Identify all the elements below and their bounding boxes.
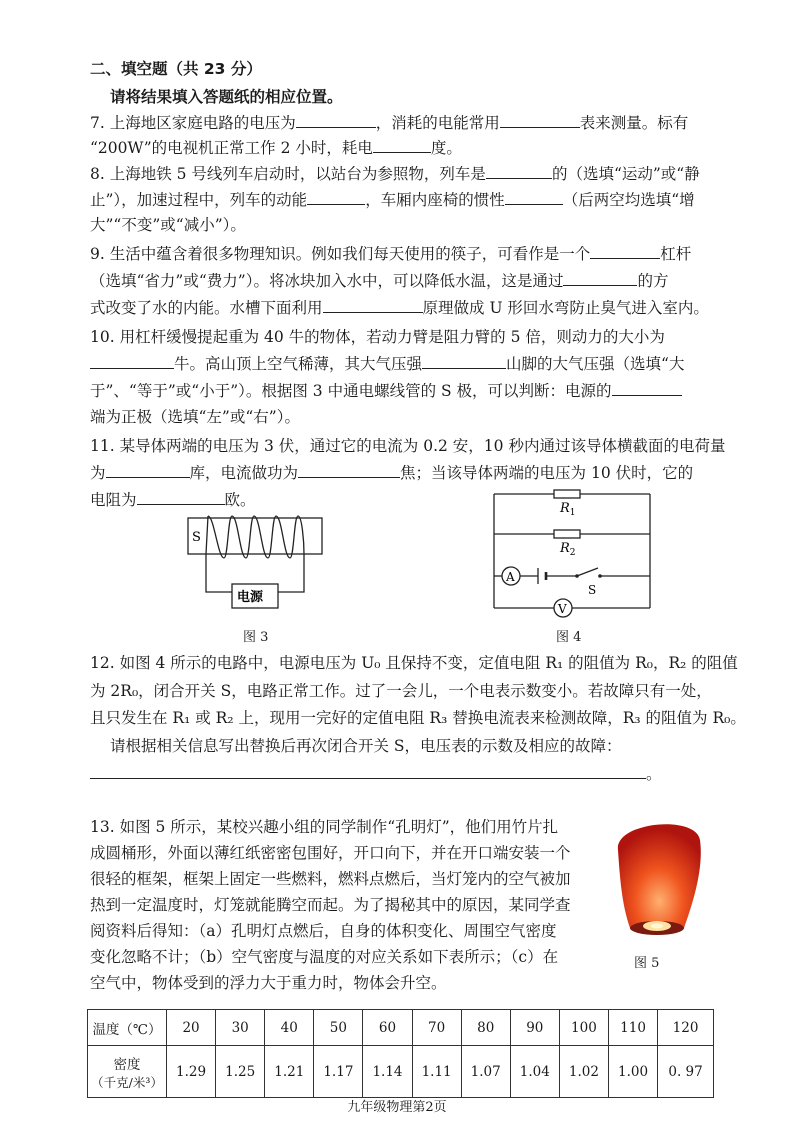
density-cell: 1.14 bbox=[363, 1046, 412, 1098]
ammeter-label: A bbox=[506, 570, 515, 584]
question-9-line-1: 9. 生活中蕴含着很多物理知识。例如我们每天使用的筷子，可看作是一个 杠杆 bbox=[90, 245, 692, 263]
temp-cell: 70 bbox=[412, 1010, 461, 1046]
question-12-line-4: 请根据相关信息写出替换后再次闭合开关 S，电压表的示数及相应的故障： bbox=[110, 737, 622, 755]
question-13-line-7: 空气中，物体受到的浮力大于重力时，物体会升空。 bbox=[90, 974, 447, 992]
lantern-body bbox=[618, 824, 701, 934]
voltmeter-label: V bbox=[558, 602, 567, 616]
answer-blank[interactable] bbox=[298, 462, 400, 478]
figure-3-caption: 图 3 bbox=[243, 630, 269, 645]
question-13-line-6: 变化忽略不计；（b）空气密度与温度的对应关系如下表所示；（c）在 bbox=[90, 948, 559, 966]
answer-blank[interactable] bbox=[563, 270, 637, 286]
temperature-row bbox=[88, 1010, 714, 1046]
r2-label: $R_2$ bbox=[560, 541, 576, 558]
power-source-label: 电源 bbox=[237, 590, 264, 605]
question-13-line-2: 成圆桶形，外面以薄红纸密密包围好，开口向下，并在开口端安装一个 bbox=[90, 844, 571, 862]
density-cell: 0. 97 bbox=[658, 1046, 714, 1098]
density-cell: 1.00 bbox=[608, 1046, 657, 1098]
density-cell: 1.17 bbox=[314, 1046, 363, 1098]
switch-label: S bbox=[588, 583, 597, 597]
temp-cell: 30 bbox=[216, 1010, 265, 1046]
density-header: 密度 （千克/米³） bbox=[88, 1046, 167, 1098]
question-9-line-3: 式改变了水的内能。水槽下面利用 原理做成 U 形回水弯防止臭气进入室内。 bbox=[90, 299, 709, 317]
question-11-line-2: 为 库，电流做功为 焦；当该导体两端的电压为 10 伏时，它的 bbox=[90, 464, 694, 482]
answer-blank[interactable] bbox=[505, 189, 563, 205]
answer-blank[interactable] bbox=[307, 189, 365, 205]
temp-cell: 40 bbox=[265, 1010, 314, 1046]
question-10-line-3: 于”、“等于”或“小于”）。根据图 3 中通电螺线管的 S 极，可以判断：电源的 bbox=[90, 380, 682, 402]
figure-4-caption: 图 4 bbox=[556, 630, 582, 645]
temp-cell: 110 bbox=[608, 1010, 657, 1046]
temp-cell: 60 bbox=[363, 1010, 412, 1046]
answer-blank[interactable] bbox=[106, 462, 190, 478]
question-8-line-2: 止”），加速过程中，列车的动能 ，车厢内座椅的惯性 （后两空均选填“增 bbox=[90, 191, 695, 209]
answer-blank[interactable] bbox=[422, 353, 506, 369]
density-cell: 1.07 bbox=[461, 1046, 510, 1098]
r1-label: $R_1$ bbox=[560, 501, 576, 518]
air-density-table bbox=[87, 1009, 714, 1098]
answer-blank[interactable] bbox=[323, 297, 423, 313]
temperature-header: 温度（℃） bbox=[88, 1010, 167, 1046]
question-12-line-3: 且只发生在 R₁ 或 R₂ 上，现用一完好的定值电阻 R₃ 替换电流表来检测故障，R₃ 的阻值为 R₀。 bbox=[90, 709, 746, 727]
question-12-line-1: 12. 如图 4 所示的电路中，电源电压为 U₀ 且保持不变，定值电阻 R₁ 的阻值为 R₀，R₂ 的阻值 bbox=[90, 654, 738, 672]
section-instruction: 请将结果填入答题纸的相应位置。 bbox=[110, 88, 343, 106]
density-row bbox=[88, 1046, 714, 1098]
density-cell: 1.04 bbox=[510, 1046, 559, 1098]
switch-icon bbox=[577, 568, 598, 576]
answer-blank[interactable] bbox=[296, 112, 376, 128]
temp-cell: 50 bbox=[314, 1010, 363, 1046]
question-13-line-1: 13. 如图 5 所示，某校兴趣小组的同学制作“孔明灯”，他们用竹片扎 bbox=[90, 818, 559, 836]
page-footer: 九年级物理第2页 bbox=[347, 1100, 447, 1115]
figure-4-circuit bbox=[488, 488, 658, 623]
question-10-line-1: 10. 用杠杆缓慢提起重为 40 牛的物体，若动力臂是阻力臂的 5 倍，则动力的大小为 bbox=[90, 328, 665, 346]
figure-3-solenoid-circuit bbox=[184, 512, 334, 612]
density-cell: 1.21 bbox=[265, 1046, 314, 1098]
temp-cell: 90 bbox=[510, 1010, 559, 1046]
answer-blank[interactable] bbox=[373, 137, 431, 153]
answer-blank[interactable] bbox=[90, 763, 646, 779]
question-11-line-1: 11. 某导体两端的电压为 3 伏，通过它的电流为 0.2 安，10 秒内通过该导体横截面的电荷量 bbox=[90, 437, 726, 455]
answer-blank[interactable] bbox=[612, 380, 682, 396]
figure-5-caption: 图 5 bbox=[634, 956, 660, 971]
section-title: 二、填空题（共 23 分） bbox=[90, 60, 262, 78]
density-cell: 1.25 bbox=[216, 1046, 265, 1098]
answer-blank[interactable] bbox=[137, 489, 225, 505]
question-12-line-2: 为 2R₀，闭合开关 S，电路正常工作。过了一会儿，一个电表示数变小。若故障只有一处， bbox=[90, 682, 712, 700]
resistor-r2 bbox=[554, 530, 580, 538]
question-10-line-4: 端为正极（选填“左”或“右”）。 bbox=[90, 408, 300, 426]
figure-5-sky-lantern bbox=[600, 810, 710, 950]
question-13-line-4: 热到一定温度时，灯笼就能腾空而起。为了揭秘其中的原因，某同学查 bbox=[90, 896, 571, 914]
question-8-line-1: 8. 上海地铁 5 号线列车启动时，以站台为参照物，列车是 的（选填“运动”或“静 bbox=[90, 165, 700, 183]
question-7-line-1: 7. 上海地区家庭电路的电压为 ，消耗的电能常用 表来测量。标有 bbox=[90, 114, 689, 132]
temp-cell: 80 bbox=[461, 1010, 510, 1046]
question-11-line-3: 电阻为 欧。 bbox=[90, 491, 256, 509]
answer-blank[interactable] bbox=[590, 243, 660, 259]
question-8-line-3: 大”“不变”或“减小”）。 bbox=[90, 216, 246, 234]
question-13-line-3: 很轻的框架，框架上固定一些燃料，燃料点燃后，当灯笼内的空气被加 bbox=[90, 870, 571, 888]
answer-blank[interactable] bbox=[500, 112, 580, 128]
answer-blank[interactable] bbox=[486, 163, 552, 179]
s-pole-label: S bbox=[192, 530, 201, 545]
density-cell: 1.02 bbox=[559, 1046, 608, 1098]
question-10-line-2: 牛。高山顶上空气稀薄，其大气压强 山脚的大气压强（选填“大 bbox=[90, 353, 684, 375]
temp-cell: 20 bbox=[167, 1010, 216, 1046]
resistor-r1 bbox=[554, 490, 580, 498]
question-12-answer-line: 。 bbox=[90, 763, 662, 785]
question-7-line-2: “200W”的电视机正常工作 2 小时，耗电 度。 bbox=[90, 139, 462, 157]
answer-blank[interactable] bbox=[90, 353, 174, 369]
density-cell: 1.11 bbox=[412, 1046, 461, 1098]
density-cell: 1.29 bbox=[167, 1046, 216, 1098]
question-13-line-5: 阅资料后得知：（a）孔明灯点燃后，自身的体积变化、周围空气密度 bbox=[90, 922, 557, 940]
temp-cell: 100 bbox=[559, 1010, 608, 1046]
question-9-line-2: （选填“省力”或“费力”）。将冰块加入水中，可以降低水温，这是通过 的方 bbox=[90, 272, 669, 290]
temp-cell: 120 bbox=[658, 1010, 714, 1046]
coil-icon bbox=[206, 516, 304, 558]
